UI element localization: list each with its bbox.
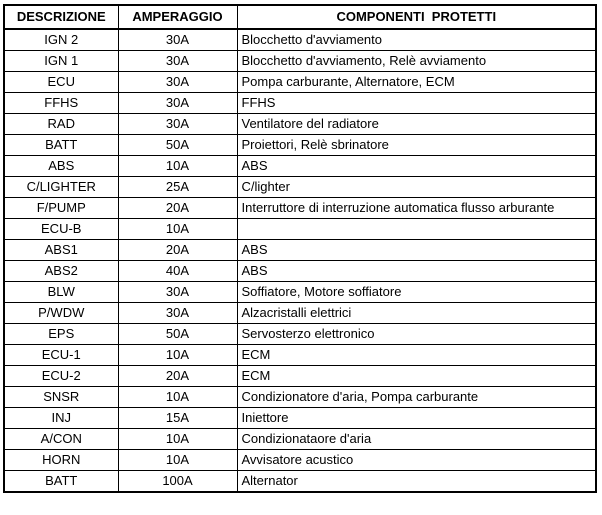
header-amperaggio: AMPERAGGIO — [118, 5, 237, 29]
cell-amp: 15A — [118, 408, 237, 429]
table-row — [4, 366, 596, 387]
cell-code: IGN 1 — [4, 51, 118, 72]
table-row — [4, 198, 596, 219]
table-row — [4, 450, 596, 471]
cell-amp: 20A — [118, 240, 237, 261]
cell-amp: 25A — [118, 177, 237, 198]
cell-components: Servosterzo elettronico — [237, 324, 596, 345]
cell-code: F/PUMP — [4, 198, 118, 219]
cell-amp: 10A — [118, 429, 237, 450]
table-row — [4, 345, 596, 366]
cell-code: ABS — [4, 156, 118, 177]
cell-amp: 40A — [118, 261, 237, 282]
cell-code: C/LIGHTER — [4, 177, 118, 198]
table-row — [4, 29, 596, 51]
cell-amp: 10A — [118, 219, 237, 240]
cell-amp: 50A — [118, 324, 237, 345]
cell-amp: 20A — [118, 198, 237, 219]
cell-components: Blocchetto d'avviamento — [237, 29, 596, 51]
cell-components: Blocchetto d'avviamento, Relè avviamento — [237, 51, 596, 72]
header-row — [4, 5, 596, 29]
cell-code: ECU — [4, 72, 118, 93]
cell-components: ECM — [237, 345, 596, 366]
table-row — [4, 282, 596, 303]
cell-amp: 30A — [118, 303, 237, 324]
cell-code: INJ — [4, 408, 118, 429]
cell-code: ECU-2 — [4, 366, 118, 387]
cell-amp: 100A — [118, 471, 237, 493]
cell-components: Soffiatore, Motore soffiatore — [237, 282, 596, 303]
table-row — [4, 72, 596, 93]
cell-code: SNSR — [4, 387, 118, 408]
cell-amp: 30A — [118, 282, 237, 303]
cell-components: Proiettori, Relè sbrinatore — [237, 135, 596, 156]
cell-amp: 20A — [118, 366, 237, 387]
cell-amp: 10A — [118, 450, 237, 471]
table-row — [4, 51, 596, 72]
cell-amp: 30A — [118, 114, 237, 135]
cell-amp: 10A — [118, 156, 237, 177]
cell-code: A/CON — [4, 429, 118, 450]
cell-components: Alzacristalli elettrici — [237, 303, 596, 324]
fuse-table-container — [3, 4, 597, 493]
cell-components: Alternator — [237, 471, 596, 493]
cell-code: ECU-1 — [4, 345, 118, 366]
cell-code: ECU-B — [4, 219, 118, 240]
table-row — [4, 408, 596, 429]
cell-components: ECM — [237, 366, 596, 387]
cell-amp: 30A — [118, 93, 237, 114]
cell-code: EPS — [4, 324, 118, 345]
cell-amp: 10A — [118, 387, 237, 408]
cell-code: P/WDW — [4, 303, 118, 324]
fuse-table — [3, 4, 597, 493]
cell-amp: 30A — [118, 72, 237, 93]
table-header — [4, 5, 596, 29]
cell-code: BLW — [4, 282, 118, 303]
cell-code: BATT — [4, 471, 118, 493]
table-row — [4, 135, 596, 156]
cell-components: Condizionatore d'aria, Pompa carburante — [237, 387, 596, 408]
cell-components: FFHS — [237, 93, 596, 114]
table-body — [4, 29, 596, 492]
cell-components: ABS — [237, 240, 596, 261]
cell-code: RAD — [4, 114, 118, 135]
cell-code: FFHS — [4, 93, 118, 114]
table-row — [4, 471, 596, 493]
cell-amp: 30A — [118, 29, 237, 51]
cell-components: Pompa carburante, Alternatore, ECM — [237, 72, 596, 93]
table-row — [4, 93, 596, 114]
table-row — [4, 240, 596, 261]
cell-amp: 50A — [118, 135, 237, 156]
table-row — [4, 303, 596, 324]
cell-amp: 30A — [118, 51, 237, 72]
cell-components: ABS — [237, 156, 596, 177]
cell-code: ABS2 — [4, 261, 118, 282]
cell-code: BATT — [4, 135, 118, 156]
header-descrizione: DESCRIZIONE — [4, 5, 118, 29]
cell-components: Iniettore — [237, 408, 596, 429]
table-row — [4, 114, 596, 135]
cell-components: Condizionataore d'aria — [237, 429, 596, 450]
table-row — [4, 324, 596, 345]
cell-code: ABS1 — [4, 240, 118, 261]
table-row — [4, 219, 596, 240]
table-row — [4, 156, 596, 177]
cell-components: ABS — [237, 261, 596, 282]
table-row — [4, 261, 596, 282]
header-componenti: COMPONENTI PROTETTI — [237, 5, 596, 29]
cell-components: C/lighter — [237, 177, 596, 198]
cell-components: Avvisatore acustico — [237, 450, 596, 471]
cell-code: IGN 2 — [4, 29, 118, 51]
cell-components: Ventilatore del radiatore — [237, 114, 596, 135]
table-row — [4, 177, 596, 198]
cell-components: Interruttore di interruzione automatica flusso arburante — [237, 198, 596, 219]
table-row — [4, 429, 596, 450]
table-row — [4, 387, 596, 408]
cell-amp: 10A — [118, 345, 237, 366]
cell-code: HORN — [4, 450, 118, 471]
cell-components — [237, 219, 596, 240]
